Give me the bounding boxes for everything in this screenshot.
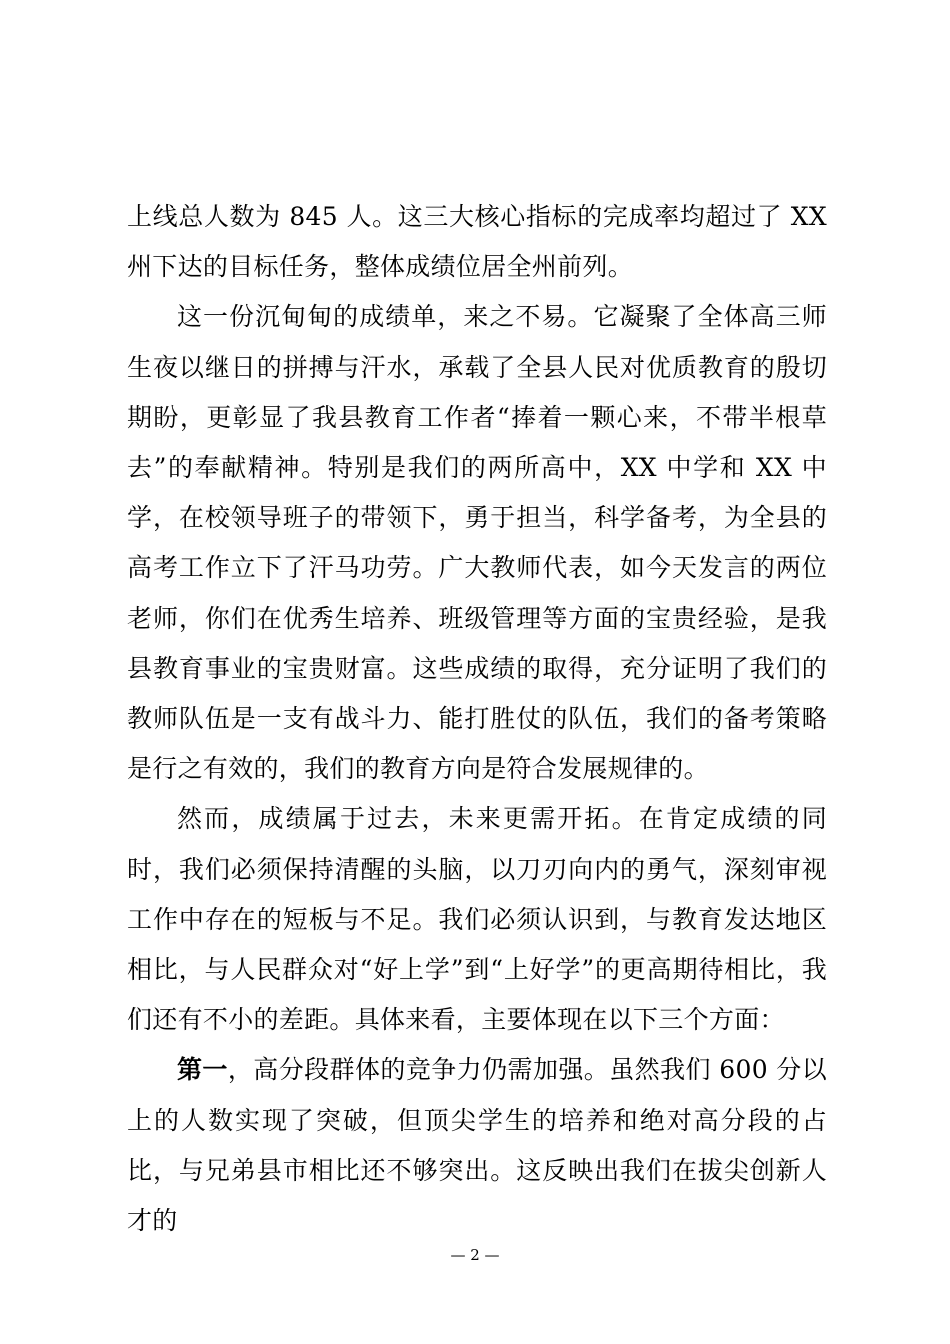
page-number: — 2 — <box>450 1246 500 1264</box>
document-body <box>127 192 827 1246</box>
paragraph-3-text: 然而，成绩属于过去，未来更需开拓。在肯定成绩的同时，我们必须保持清醒的头脑，以刀刃向内的勇气，深刻审视工作中存在的短板与不足。我们必须认识到，与教育发达地区相比，与人民群众对“好上学”到“上好学”的更高期待相比，我们还有不小的差距。具体来看，主要体现在以下三个方面： <box>127 804 827 1035</box>
paragraph-4 <box>127 1045 827 1246</box>
paragraph-1 <box>127 192 827 292</box>
paragraph-3 <box>127 794 827 1045</box>
paragraph-2 <box>127 292 827 794</box>
paragraph-4-lead: 第一 <box>177 1055 228 1085</box>
paragraph-1-text: 上线总人数为 845 人。这三大核心指标的完成率均超过了 XX 州下达的目标任务，整体成绩位居全州前列。 <box>127 202 827 282</box>
paragraph-4-text: ，高分段群体的竞争力仍需加强。虽然我们 600 分以上的人数实现了突破，但顶尖学生的培养和绝对高分段的占比，与兄弟县市相比还不够突出。这反映出我们在拔尖创新人才的 <box>127 1055 827 1236</box>
paragraph-2-text: 这一份沉甸甸的成绩单，来之不易。它凝聚了全体高三师生夜以继日的拼搏与汗水，承载了全县人民对优质教育的殷切期盼，更彰显了我县教育工作者“捧着一颗心来，不带半根草去”的奉献精神。特别是我们的两所高中，XX 中学和 XX 中学，在校领导班子的带领下，勇于担当，科学备考，为全县的高考工作立下了汗马功劳。广大教师代表，如今天发言的两位老师，你们在优秀生培养、班级管理等方面的宝贵经验，是我县教育事业的宝贵财富。这些成绩的取得，充分证明了我们的教师队伍是一支有战斗力、能打胜仗的队伍，我们的备考策略是行之有效的，我们的教育方向是符合发展规律的。 <box>127 302 827 784</box>
